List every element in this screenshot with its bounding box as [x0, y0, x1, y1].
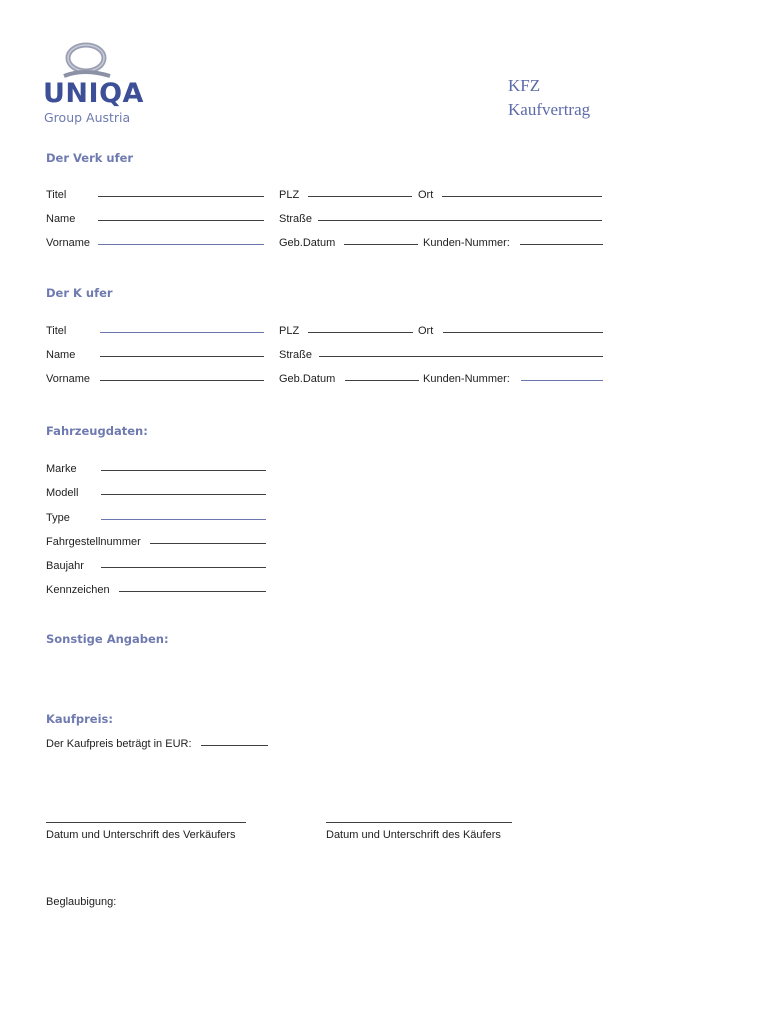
- buyer-geb-datum-field[interactable]: [345, 380, 419, 381]
- buyer-name-label: Name: [46, 349, 76, 361]
- seller-kunden-nummer-label: Kunden-Nummer:: [423, 237, 510, 249]
- buyer-strasse-field[interactable]: [319, 356, 603, 357]
- seller-ort-field[interactable]: [442, 196, 602, 197]
- price-heading: Kaufpreis:: [46, 712, 113, 726]
- buyer-kunden-nummer-label: Kunden-Nummer:: [423, 373, 510, 385]
- seller-geb-datum-field[interactable]: [344, 244, 418, 245]
- seller-signature-line[interactable]: [46, 822, 246, 823]
- buyer-vorname-field[interactable]: [100, 380, 264, 381]
- document-title-line-1: KFZ: [508, 76, 541, 95]
- document-title: [508, 74, 590, 122]
- seller-vorname-field[interactable]: [98, 244, 264, 245]
- vehicle-baujahr-field[interactable]: [101, 567, 266, 568]
- vehicle-marke-label: Marke: [46, 463, 77, 475]
- price-field[interactable]: [201, 745, 268, 746]
- certification-label: Beglaubigung:: [46, 896, 117, 908]
- seller-kunden-nummer-field[interactable]: [520, 244, 603, 245]
- vehicle-kennzeichen-label: Kennzeichen: [46, 584, 110, 596]
- logo-wordmark: UNIQA: [43, 78, 144, 109]
- seller-signature-label: Datum und Unterschrift des Verkäufers: [46, 829, 236, 841]
- vehicle-kennzeichen-field[interactable]: [119, 591, 266, 592]
- buyer-ort-field[interactable]: [443, 332, 603, 333]
- vehicle-heading: Fahrzeugdaten:: [46, 424, 148, 438]
- seller-titel-label: Titel: [46, 189, 67, 201]
- seller-name-label: Name: [46, 213, 76, 225]
- seller-heading: Der Verk ufer: [46, 151, 134, 165]
- buyer-plz-label: PLZ: [279, 325, 300, 337]
- buyer-strasse-label: Straße: [279, 349, 313, 361]
- vehicle-type-label: Type: [46, 512, 70, 524]
- vehicle-modell-field[interactable]: [101, 494, 266, 495]
- uniqa-logo: [40, 40, 150, 125]
- vehicle-baujahr-label: Baujahr: [46, 560, 84, 572]
- document-title-line-2: Kaufvertrag: [508, 100, 591, 119]
- buyer-kunden-nummer-field[interactable]: [521, 380, 603, 381]
- buyer-signature-line[interactable]: [326, 822, 512, 823]
- buyer-signature-label: Datum und Unterschrift des Käufers: [326, 829, 501, 841]
- vehicle-marke-field[interactable]: [101, 470, 266, 471]
- buyer-titel-label: Titel: [46, 325, 67, 337]
- other-details-heading: Sonstige Angaben:: [46, 632, 169, 646]
- buyer-vorname-label: Vorname: [46, 373, 91, 385]
- seller-strasse-field[interactable]: [318, 220, 602, 221]
- seller-plz-field[interactable]: [308, 196, 412, 197]
- seller-strasse-label: Straße: [279, 213, 313, 225]
- seller-name-field[interactable]: [98, 220, 264, 221]
- buyer-titel-field[interactable]: [100, 332, 264, 333]
- uniqa-q-mark-icon: [58, 42, 118, 82]
- seller-geb-datum-label: Geb.Datum: [279, 237, 336, 249]
- buyer-heading: Der K ufer: [46, 286, 113, 300]
- buyer-ort-label: Ort: [418, 325, 434, 337]
- vehicle-type-field[interactable]: [101, 519, 266, 520]
- buyer-plz-field[interactable]: [308, 332, 413, 333]
- vehicle-fahrgestellnummer-label: Fahrgestellnummer: [46, 536, 141, 548]
- logo-subtitle: Group Austria: [44, 110, 131, 125]
- vehicle-modell-label: Modell: [46, 487, 79, 499]
- vehicle-fahrgestellnummer-field[interactable]: [150, 543, 266, 544]
- seller-ort-label: Ort: [418, 189, 434, 201]
- buyer-geb-datum-label: Geb.Datum: [279, 373, 336, 385]
- seller-titel-field[interactable]: [98, 196, 264, 197]
- seller-plz-label: PLZ: [279, 189, 300, 201]
- buyer-name-field[interactable]: [100, 356, 264, 357]
- price-label: Der Kaufpreis beträgt in EUR:: [46, 738, 192, 750]
- seller-vorname-label: Vorname: [46, 237, 91, 249]
